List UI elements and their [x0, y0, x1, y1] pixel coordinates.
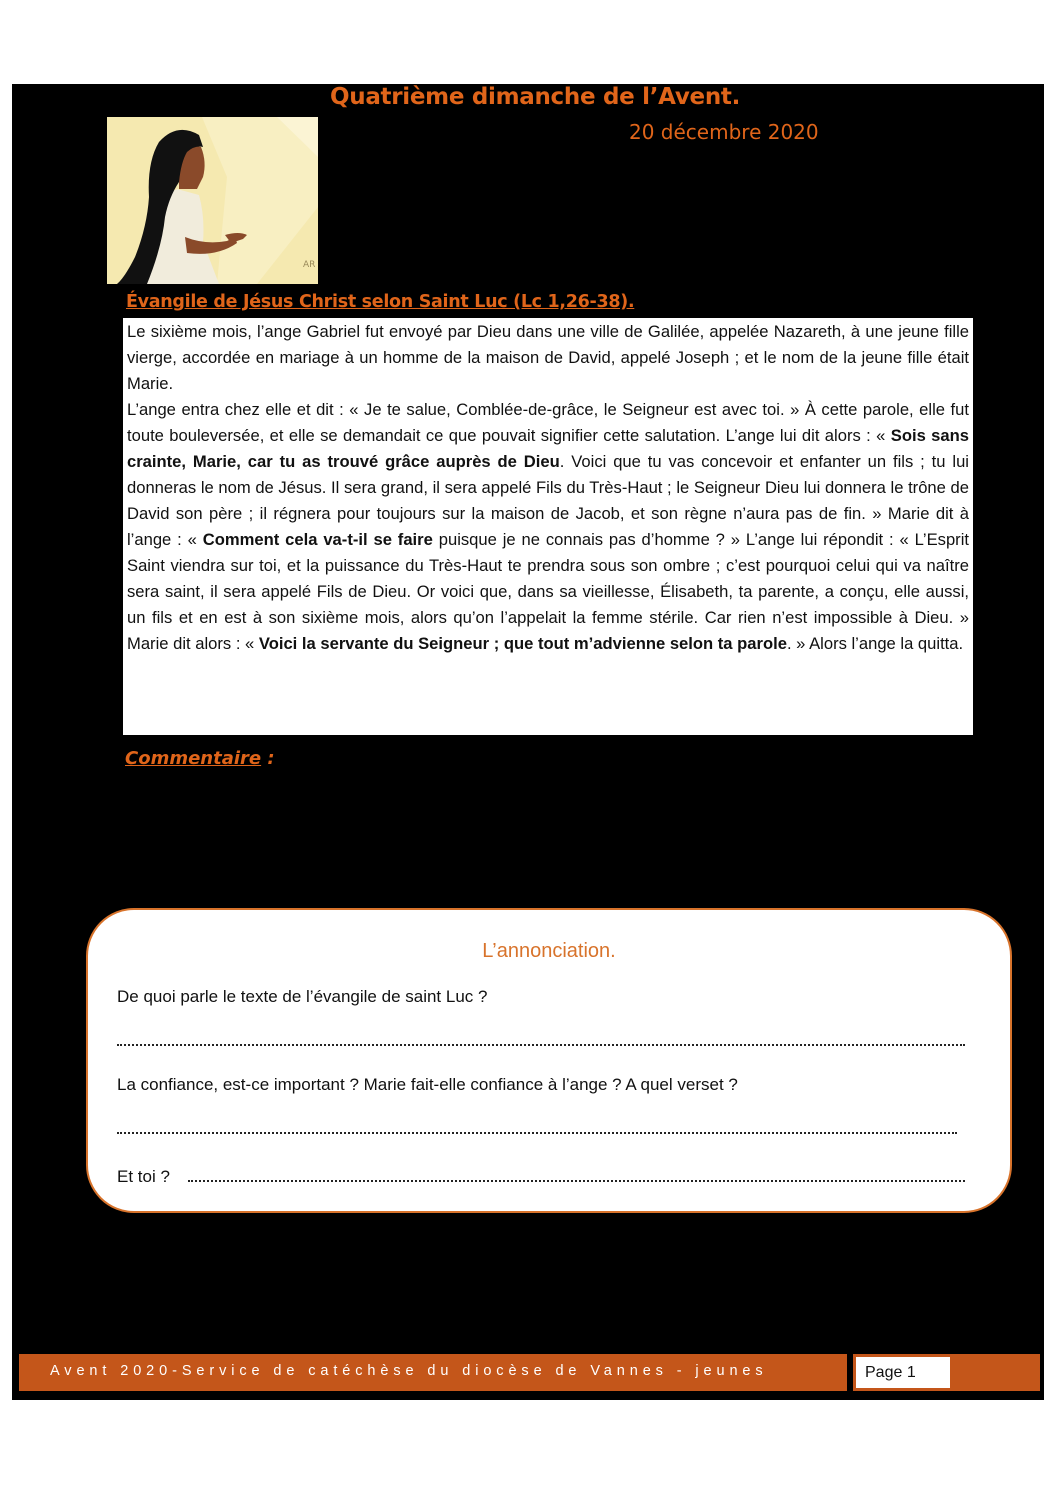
gospel-text-segment: . Voici que tu vas concevoir et enfanter un fils ; tu lui donneras le nom de Jésus. Il sera grand, il sera appelé Fils du Très-Haut ; le Seigneur Dieu lui donnera le trône de David son père ; il régnera pour toujours sur la maison de Jacob, et son règne n’aura pas de fin. » Marie dit à l’ange : « — [127, 452, 969, 549]
gospel-emphasis: Voici la servante du Seigneur ; que tout m’advienne selon ta parole — [258, 634, 787, 653]
activity-title: L’annonciation. — [482, 940, 616, 962]
answer-line-2[interactable] — [117, 1132, 957, 1134]
footer-text: Avent 2020-Service de catéchèse du diocèse de Vannes - jeunes — [50, 1363, 768, 1379]
answer-line-3[interactable] — [188, 1180, 965, 1182]
gospel-text-segment: puisque je ne connais pas d’homme ? » L’ange lui répondit : « L’Esprit Saint viendra sur toi, et la puissance du Très-Haut te prendra sous son ombre ; c’est pourquoi celui qui va naître sera saint, il sera appelé Fils de Dieu. Or voici que, dans sa vieillesse, Élisabeth, ta parente, a conçu, elle aussi, un fils et en est à son sixième mois, alors qu’on l’appelait la femme stérile. Car rien n’est impossible à Dieu. » Marie dit alors : « — [127, 530, 970, 653]
artist-signature: AR — [303, 260, 316, 270]
commentary-suffix: : — [261, 748, 275, 769]
gospel-text-box — [123, 318, 973, 735]
answer-line-1[interactable] — [117, 1044, 965, 1046]
gospel-emphasis: Sois sans crainte, Marie, car tu as trouvé grâce auprès de Dieu — [127, 426, 969, 471]
footer-bar — [19, 1354, 847, 1391]
commentary-heading — [125, 748, 275, 769]
page-number: Page 1 — [856, 1357, 950, 1388]
activity-box — [86, 908, 1012, 1213]
gospel-paragraph-1: Le sixième mois, l’ange Gabriel fut envoyé par Dieu dans une ville de Galilée, appelée Nazareth, à une jeune fille vierge, accordée en mariage à un homme de la maison de David, appelé Joseph ; et le nom de la jeune fille était Marie. — [127, 322, 969, 393]
gospel-text-segment: . » Alors l’ange la quitta. — [786, 634, 964, 653]
gospel-text — [123, 318, 973, 657]
praying-woman-illustration — [107, 117, 318, 284]
question-1: De quoi parle le texte de l’évangile de saint Luc ? — [117, 987, 488, 1006]
gospel-heading: Évangile de Jésus Christ selon Saint Luc (Lc 1,26-38). — [126, 292, 635, 312]
gospel-emphasis: Comment cela va-t-il se faire — [202, 530, 433, 549]
question-3: Et toi ? — [117, 1167, 170, 1186]
question-2: La confiance, est-ce important ? Marie fait-elle confiance à l’ange ? A quel verset ? — [117, 1075, 738, 1094]
page-title: Quatrième dimanche de l’Avent. — [330, 84, 741, 110]
illustration-svg — [107, 117, 318, 284]
page-number-box — [853, 1354, 1040, 1391]
commentary-label: Commentaire — [125, 748, 262, 769]
page-date: 20 décembre 2020 — [629, 120, 819, 144]
gospel-text-segment: L’ange entra chez elle et dit : « Je te salue, Comblée-de-grâce, le Seigneur est avec toi. » À cette parole, elle fut toute bouleversée, et elle se demandait ce que pouvait signifier cette salutation. L’ange lui dit alors : « — [127, 400, 969, 445]
